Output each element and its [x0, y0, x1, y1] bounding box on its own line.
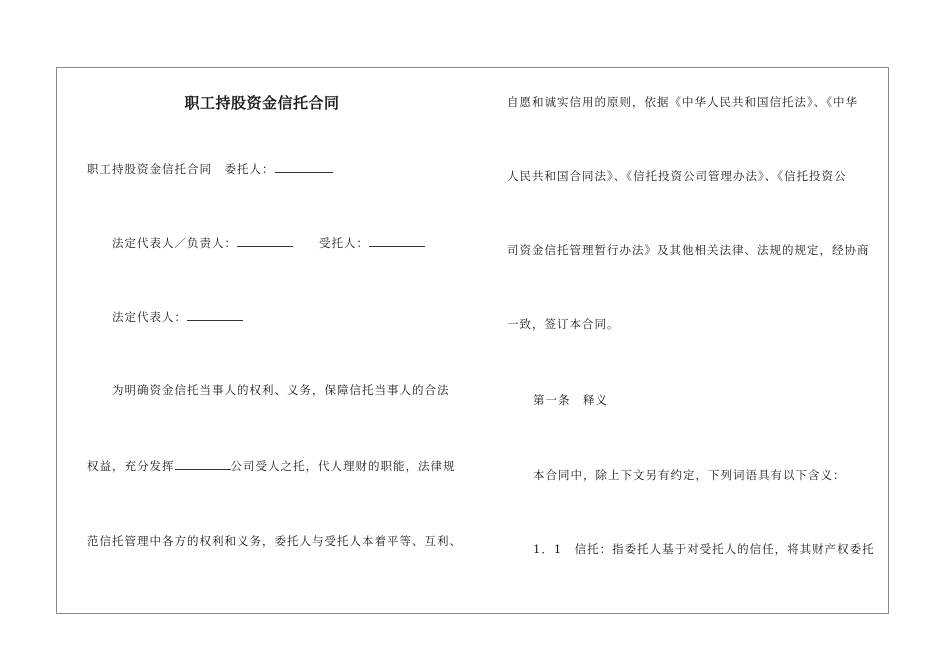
- right-column: [497, 68, 890, 613]
- representative-trustee-line: [112, 235, 425, 250]
- right-line-2: 人民共和国合同法》、《信托投资公司管理办法》、《信托投资公: [507, 169, 847, 183]
- representative-blank: [237, 235, 293, 247]
- right-line-1: 自愿和诚实信用的原则，依据《中华人民共和国信托法》、《中华: [507, 95, 858, 109]
- client-blank: [275, 161, 333, 173]
- header-line: [87, 161, 333, 176]
- trustee-label: 受托人：: [319, 236, 369, 250]
- paragraph-line-1: 为明确资金信托当事人的权利、义务，保障信托当事人的合法: [112, 383, 450, 397]
- representative-label: 法定代表人／负责人：: [112, 236, 237, 250]
- clause-1-1: 1．1 信托：指委托人基于对受托人的信任，将其财产权委托: [533, 542, 875, 556]
- paragraph-line-3: 范信托管理中各方的权利和义务，委托人与受托人本着平等、互利、: [87, 534, 462, 548]
- document-title: 职工持股资金信托合同: [184, 94, 340, 112]
- right-line-3: 司资金信托管理暂行办法》及其他相关法律、法规的规定，经协商: [507, 243, 870, 257]
- trustee-representative-label: 法定代表人：: [112, 310, 187, 324]
- paragraph-line-2: [87, 458, 456, 473]
- article-1-intro: 本合同中，除上下文另有约定，下列词语具有以下含义：: [533, 468, 846, 482]
- header-line-text: 职工持股资金信托合同 委托人：: [87, 162, 275, 176]
- document-page: [56, 67, 889, 614]
- article-1-heading: 第一条 释义: [533, 393, 608, 407]
- paragraph-line-2-b: 公司受人之托，代人理财的职能，法律规: [230, 459, 456, 473]
- trustee-representative-blank: [187, 309, 243, 321]
- trustee-representative-line: [112, 309, 243, 324]
- paragraph-line-2-a: 权益，充分发挥: [87, 459, 175, 473]
- company-blank: [175, 458, 231, 470]
- right-line-4: 一致，签订本合同。: [507, 317, 620, 331]
- trustee-blank: [369, 235, 425, 247]
- left-column: [57, 68, 477, 613]
